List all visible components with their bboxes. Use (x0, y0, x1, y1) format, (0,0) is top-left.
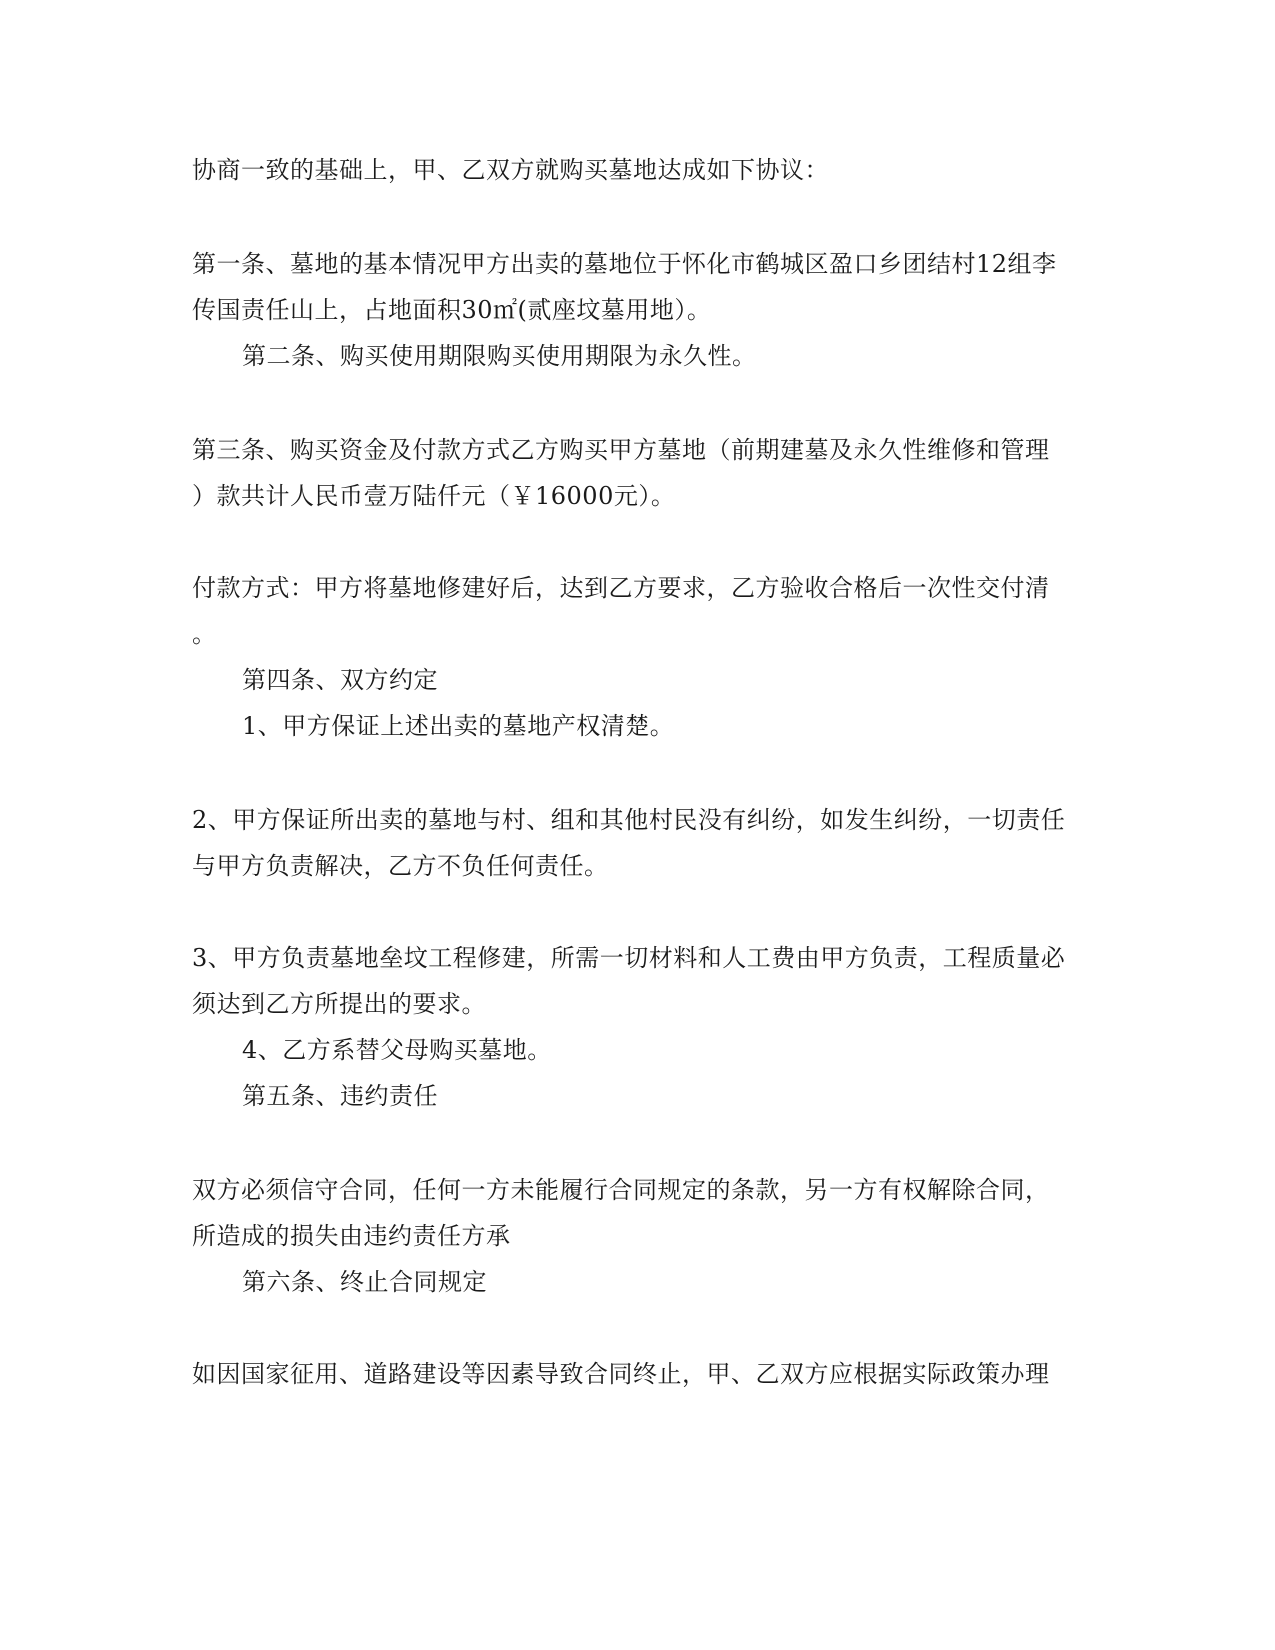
text-line-article-1-cont: 传国责任山上，占地面积30㎡(贰座坟墓用地）。 (192, 296, 712, 324)
text-line-article-3: 第三条、购买资金及付款方式乙方购买甲方墓地（前期建墓及永久性维修和管理 (192, 436, 1050, 464)
text-line-article-2: 第二条、购买使用期限购买使用期限为永久性。 (242, 342, 757, 370)
text-line-payment: 付款方式：甲方将墓地修建好后，达到乙方要求，乙方验收合格后一次性交付清 (192, 574, 1050, 602)
text-line-clause-2: 2、甲方保证所出卖的墓地与村、组和其他村民没有纠纷，如发生纠纷，一切责任 (192, 806, 1066, 834)
text-line-article-5: 第五条、违约责任 (242, 1082, 438, 1110)
text-line-breach: 双方必须信守合同，任何一方未能履行合同规定的条款，另一方有权解除合同， (192, 1176, 1050, 1204)
text-line-termination: 如因国家征用、道路建设等因素导致合同终止，甲、乙双方应根据实际政策办理 (192, 1360, 1050, 1388)
text-line-clause-3-cont: 须达到乙方所提出的要求。 (192, 990, 486, 1018)
text-line-intro: 协商一致的基础上，甲、乙双方就购买墓地达成如下协议： (192, 156, 829, 184)
text-line-article-1: 第一条、墓地的基本情况甲方出卖的墓地位于怀化市鹤城区盈口乡团结村12组李 (192, 250, 1057, 278)
text-line-clause-1: 1、甲方保证上述出卖的墓地产权清楚。 (242, 712, 675, 740)
text-line-clause-2-cont: 与甲方负责解决，乙方不负任何责任。 (192, 852, 609, 880)
text-line-payment-cont: 。 (192, 620, 217, 648)
text-line-article-4: 第四条、双方约定 (242, 666, 438, 694)
text-line-clause-3: 3、甲方负责墓地垒坟工程修建，所需一切材料和人工费由甲方负责，工程质量必 (192, 944, 1066, 972)
text-line-breach-cont: 所造成的损失由违约责任方承 (192, 1222, 511, 1250)
text-line-article-6: 第六条、终止合同规定 (242, 1268, 487, 1296)
text-line-clause-4: 4、乙方系替父母购买墓地。 (242, 1036, 552, 1064)
text-line-article-3-cont: ）款共计人民币壹万陆仟元（￥16000元）。 (192, 482, 676, 510)
